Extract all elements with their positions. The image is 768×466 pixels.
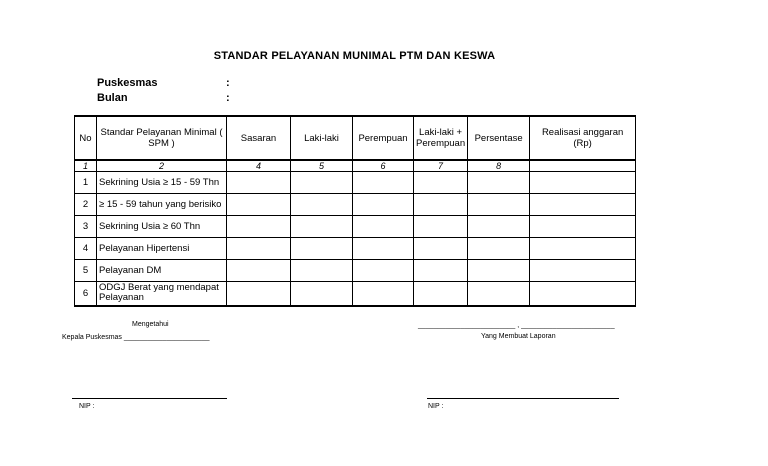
head-name-blank: ______________________ (123, 334, 210, 341)
cell-laki-perempuan[interactable] (414, 172, 468, 194)
row-service-name: Sekrining Usia ≥ 15 - 59 Thn (97, 172, 227, 194)
head-of-puskesmas (62, 334, 210, 341)
cell-laki-laki[interactable] (291, 194, 353, 216)
cell-persentase[interactable] (468, 238, 530, 260)
cell-laki-laki[interactable] (291, 260, 353, 282)
table-row (75, 238, 636, 260)
cell-sasaran[interactable] (227, 216, 291, 238)
cell-perempuan[interactable] (353, 216, 414, 238)
nip-left: NIP : (79, 403, 95, 410)
cell-laki-perempuan[interactable] (414, 194, 468, 216)
header-spm: Standar Pelayanan Minimal ( SPM ) (97, 116, 227, 160)
header-realisasi: Realisasi anggaran (Rp) (530, 116, 636, 160)
header-perempuan: Perempuan (353, 116, 414, 160)
row-number: 5 (75, 260, 97, 282)
puskesmas-colon: : (226, 77, 230, 89)
bulan-label: Bulan (97, 92, 128, 104)
cell-laki-perempuan[interactable] (414, 260, 468, 282)
cell-sasaran[interactable] (227, 260, 291, 282)
column-number: 1 (75, 160, 97, 172)
row-number: 4 (75, 238, 97, 260)
table-header-row (75, 116, 636, 160)
cell-realisasi[interactable] (530, 216, 636, 238)
head-label: Kepala Puskesmas (62, 334, 122, 341)
row-service-name: Pelayanan Hipertensi (97, 238, 227, 260)
cell-realisasi[interactable] (530, 194, 636, 216)
cell-laki-perempuan[interactable] (414, 238, 468, 260)
report-maker-label: Yang Membuat Laporan (481, 333, 556, 340)
cell-laki-laki[interactable] (291, 282, 353, 306)
cell-persentase[interactable] (468, 216, 530, 238)
cell-sasaran[interactable] (227, 194, 291, 216)
row-number: 2 (75, 194, 97, 216)
column-number-row (75, 160, 636, 172)
place-date-line: _________________________ , ________________________ (418, 322, 615, 329)
row-service-name: Pelayanan DM (97, 260, 227, 282)
spm-table (74, 115, 636, 307)
cell-sasaran[interactable] (227, 238, 291, 260)
header-no: No (75, 116, 97, 160)
header-laki-perempuan: Laki-laki + Perempuan (414, 116, 468, 160)
cell-perempuan[interactable] (353, 260, 414, 282)
cell-sasaran[interactable] (227, 172, 291, 194)
row-number: 1 (75, 172, 97, 194)
cell-laki-laki[interactable] (291, 238, 353, 260)
cell-persentase[interactable] (468, 194, 530, 216)
puskesmas-label: Puskesmas (97, 77, 158, 89)
header-laki-laki: Laki-laki (291, 116, 353, 160)
bulan-colon: : (226, 92, 230, 104)
column-number: 7 (414, 160, 468, 172)
cell-perempuan[interactable] (353, 282, 414, 306)
table-row (75, 216, 636, 238)
cell-persentase[interactable] (468, 172, 530, 194)
column-number: 2 (97, 160, 227, 172)
column-number: 5 (291, 160, 353, 172)
header-sasaran: Sasaran (227, 116, 291, 160)
column-number-blank (530, 160, 636, 172)
approved-label: Mengetahui (132, 321, 169, 328)
cell-realisasi[interactable] (530, 282, 636, 306)
column-number: 8 (468, 160, 530, 172)
cell-laki-laki[interactable] (291, 216, 353, 238)
cell-sasaran[interactable] (227, 282, 291, 306)
cell-perempuan[interactable] (353, 238, 414, 260)
column-number: 4 (227, 160, 291, 172)
row-service-name: ≥ 15 - 59 tahun yang berisiko (97, 194, 227, 216)
document-title: STANDAR PELAYANAN MUNIMAL PTM DAN KESWA (213, 50, 496, 62)
row-service-name: ODGJ Berat yang mendapat Pelayanan (97, 282, 227, 306)
table-row (75, 194, 636, 216)
cell-perempuan[interactable] (353, 172, 414, 194)
header-persentase: Persentase (468, 116, 530, 160)
cell-perempuan[interactable] (353, 194, 414, 216)
row-number: 6 (75, 282, 97, 306)
cell-realisasi[interactable] (530, 238, 636, 260)
table-row (75, 282, 636, 306)
table-row (75, 172, 636, 194)
cell-laki-perempuan[interactable] (414, 282, 468, 306)
row-number: 3 (75, 216, 97, 238)
cell-laki-perempuan[interactable] (414, 216, 468, 238)
right-signature-line (427, 398, 619, 399)
table-row (75, 260, 636, 282)
column-number: 6 (353, 160, 414, 172)
row-service-name: Sekrining Usia ≥ 60 Thn (97, 216, 227, 238)
cell-persentase[interactable] (468, 260, 530, 282)
cell-laki-laki[interactable] (291, 172, 353, 194)
cell-realisasi[interactable] (530, 172, 636, 194)
left-signature-line (72, 398, 227, 399)
cell-realisasi[interactable] (530, 260, 636, 282)
cell-persentase[interactable] (468, 282, 530, 306)
nip-right: NIP : (428, 403, 444, 410)
